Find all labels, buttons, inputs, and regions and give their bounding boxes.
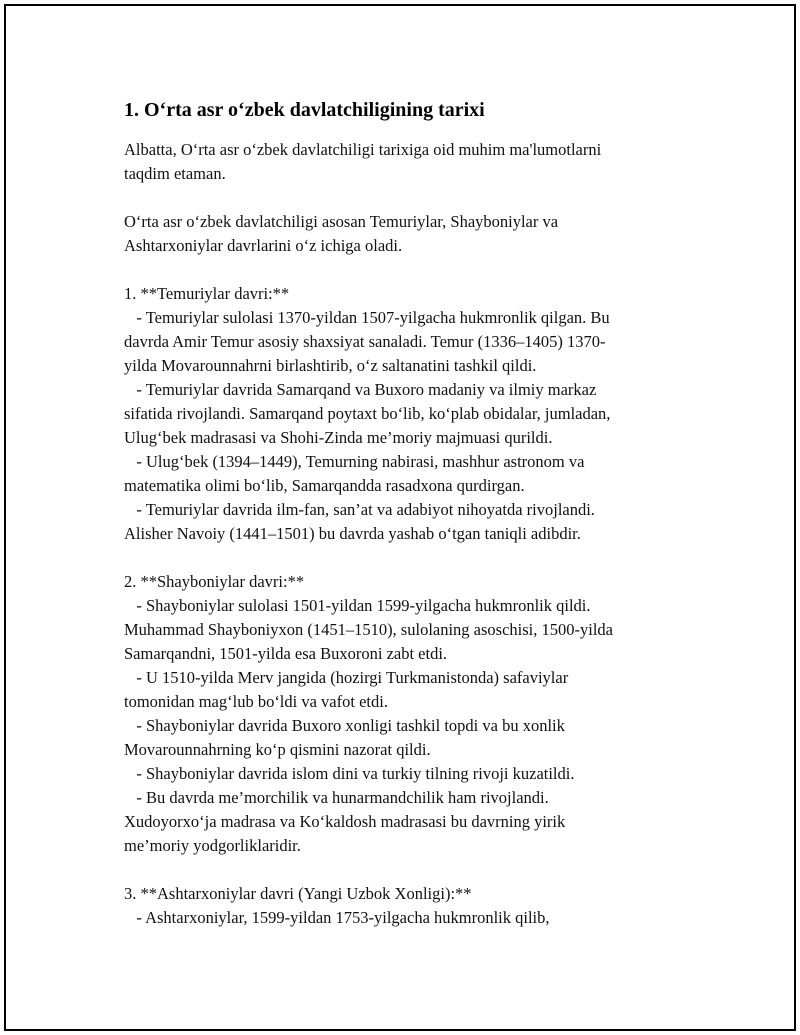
text-line: Muhammad Shayboniyxon (1451–1510), sulolaning asoschisi, 1500-yilda bbox=[124, 620, 613, 639]
text-line: - Temuriylar davrida Samarqand va Buxoro madaniy va ilmiy markaz bbox=[124, 380, 597, 399]
text-line: sifatida rivojlandi. Samarqand poytaxt bo‘lib, ko‘plab obidalar, jumladan, bbox=[124, 404, 611, 423]
text-line: matematika olimi bo‘lib, Samarqandda rasadxona qurdirgan. bbox=[124, 476, 525, 495]
text-line: - Temuriylar sulolasi 1370-yildan 1507-yilgacha hukmronlik qilgan. Bu bbox=[124, 308, 610, 327]
section-shayboniylar bbox=[124, 570, 724, 858]
text-line: Ashtarxoniylar davrlarini o‘z ichiga oladi. bbox=[124, 236, 403, 255]
text-line: yilda Movarounnahrni birlashtirib, o‘z saltanatini tashkil qildi. bbox=[124, 356, 537, 375]
text-line: - Shayboniylar davrida Buxoro xonligi tashkil topdi va bu xonlik bbox=[124, 716, 565, 735]
text-line: me’moriy yodgorliklaridir. bbox=[124, 836, 301, 855]
text-line: - Ulug‘bek (1394–1449), Temurning nabirasi, mashhur astronom va bbox=[124, 452, 585, 471]
text-line: Movarounnahrning ko‘p qismini nazorat qildi. bbox=[124, 740, 431, 759]
document-body bbox=[124, 96, 724, 954]
document-title: 1. O‘rta asr o‘zbek davlatchiligining tarixi bbox=[124, 99, 485, 121]
overview-paragraph bbox=[124, 210, 724, 258]
text-line: - Shayboniylar sulolasi 1501-yildan 1599-yilgacha hukmronlik qildi. bbox=[124, 596, 591, 615]
text-line: Samarqandni, 1501-yilda esa Buxoroni zabt etdi. bbox=[124, 644, 448, 663]
text-line: - Ashtarxoniylar, 1599-yildan 1753-yilgacha hukmronlik qilib, bbox=[124, 908, 550, 927]
text-line: Albatta, O‘rta asr o‘zbek davlatchiligi tarixiga oid muhim ma'lumotlarni bbox=[124, 140, 602, 159]
section-temuriylar bbox=[124, 282, 724, 546]
document-page bbox=[4, 4, 796, 1031]
text-line: Alisher Navoiy (1441–1501) bu davrda yashab o‘tgan taniqli adibdir. bbox=[124, 524, 581, 543]
text-line: - Temuriylar davrida ilm-fan, san’at va adabiyot nihoyatda rivojlandi. bbox=[124, 500, 595, 519]
text-line: Ulug‘bek madrasasi va Shohi-Zinda me’moriy majmuasi qurildi. bbox=[124, 428, 553, 447]
text-line: - Shayboniylar davrida islom dini va turkiy tilning rivoji kuzatildi. bbox=[124, 764, 575, 783]
section-heading: 2. **Shayboniylar davri:** bbox=[124, 572, 305, 591]
text-line: - U 1510-yilda Merv jangida (hozirgi Turkmanistonda) safaviylar bbox=[124, 668, 569, 687]
text-line: O‘rta asr o‘zbek davlatchiligi asosan Temuriylar, Shayboniylar va bbox=[124, 212, 559, 231]
text-line: davrda Amir Temur asosiy shaxsiyat sanaladi. Temur (1336–1405) 1370- bbox=[124, 332, 606, 351]
text-line: taqdim etaman. bbox=[124, 164, 226, 183]
section-heading: 3. **Ashtarxoniylar davri (Yangi Uzbok Xonligi):** bbox=[124, 884, 472, 903]
section-ashtarxoniylar bbox=[124, 882, 724, 930]
text-line: Xudoyorxo‘ja madrasa va Ko‘kaldosh madrasasi bu davrning yirik bbox=[124, 812, 566, 831]
text-line: - Bu davrda me’morchilik va hunarmandchilik ham rivojlandi. bbox=[124, 788, 549, 807]
text-line: tomonidan mag‘lub bo‘ldi va vafot etdi. bbox=[124, 692, 388, 711]
section-heading: 1. **Temuriylar davri:** bbox=[124, 284, 290, 303]
intro-paragraph bbox=[124, 138, 724, 186]
